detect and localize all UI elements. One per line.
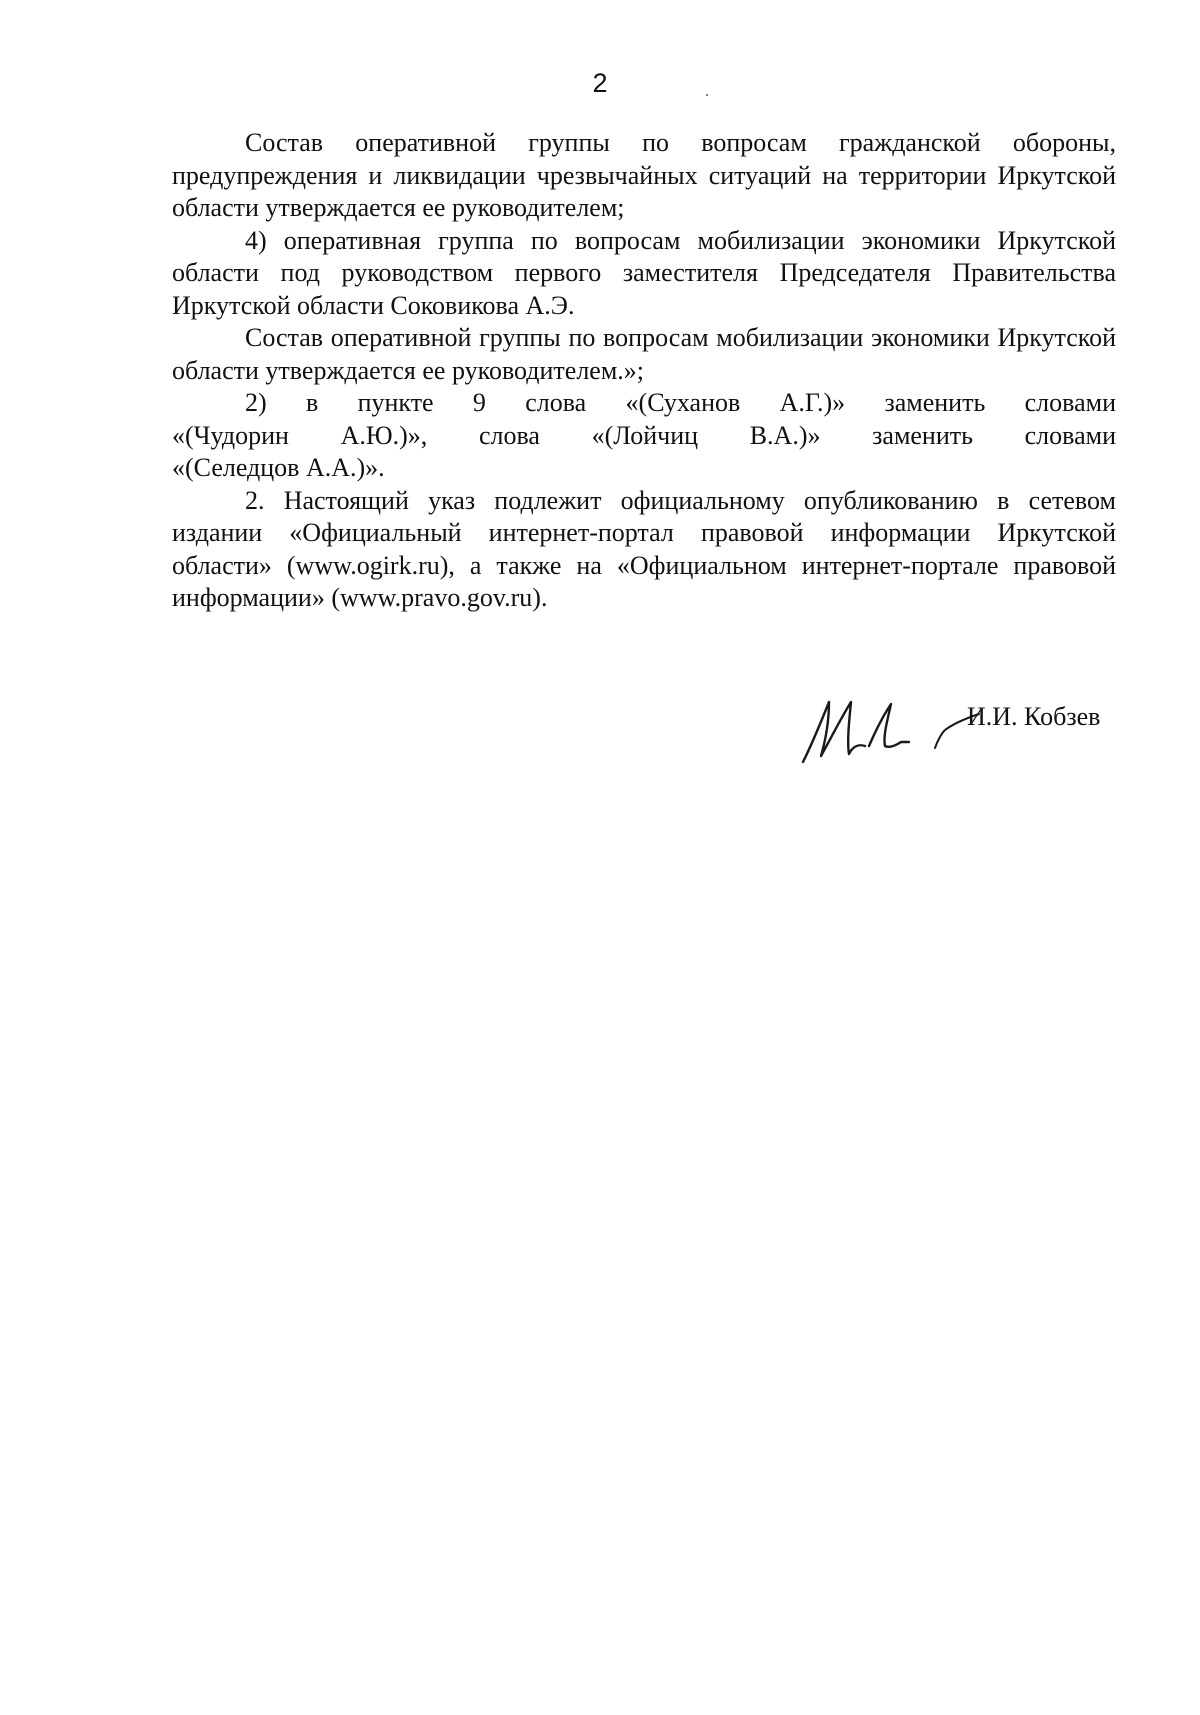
handwritten-signature-icon <box>795 690 995 770</box>
paragraph-item-4: 4) оперативная группа по вопросам мобилизации экономики Иркутской области под руководством первого заместителя Председателя Правительства Иркутской области Соковикова А.Э. <box>172 225 1116 320</box>
paragraph-composition-civil-defense: Состав оперативной группы по вопросам гражданской обороны, предупреждения и ликвидации чрезвычайных ситуаций на территории Иркутской области утверждается ее руководителем; <box>172 128 1116 222</box>
paragraph-item-2-line-1: 2) в пункте 9 слова «(Суханов А.Г.)» заменить словами <box>245 388 1116 417</box>
paragraph-publication: 2. Настоящий указ подлежит официальному опубликованию в сетевом издании «Официальный интернет-портал правовой информации Иркутской области» (www.ogirk.ru), а также на «Официальном интернет-портале правовой информации» (www.pravo.gov.ru). <box>172 485 1116 612</box>
paragraph-composition-mobilization: Состав оперативной группы по вопросам мобилизации экономики Иркутской области утверждается ее руководителем.»; <box>172 323 1116 385</box>
page-number: 2 <box>592 68 608 98</box>
signer-name: И.И. Кобзев <box>967 702 1101 731</box>
scan-dot <box>706 94 708 96</box>
paragraph-item-2-line-3: «(Селедцов А.А.)». <box>172 453 385 482</box>
document-body <box>172 127 1116 615</box>
paragraph-item-2-line-2: «(Чудорин А.Ю.)», слова «(Лойчиц В.А.)» заменить словами <box>172 420 1116 450</box>
signature-block <box>795 690 1125 770</box>
